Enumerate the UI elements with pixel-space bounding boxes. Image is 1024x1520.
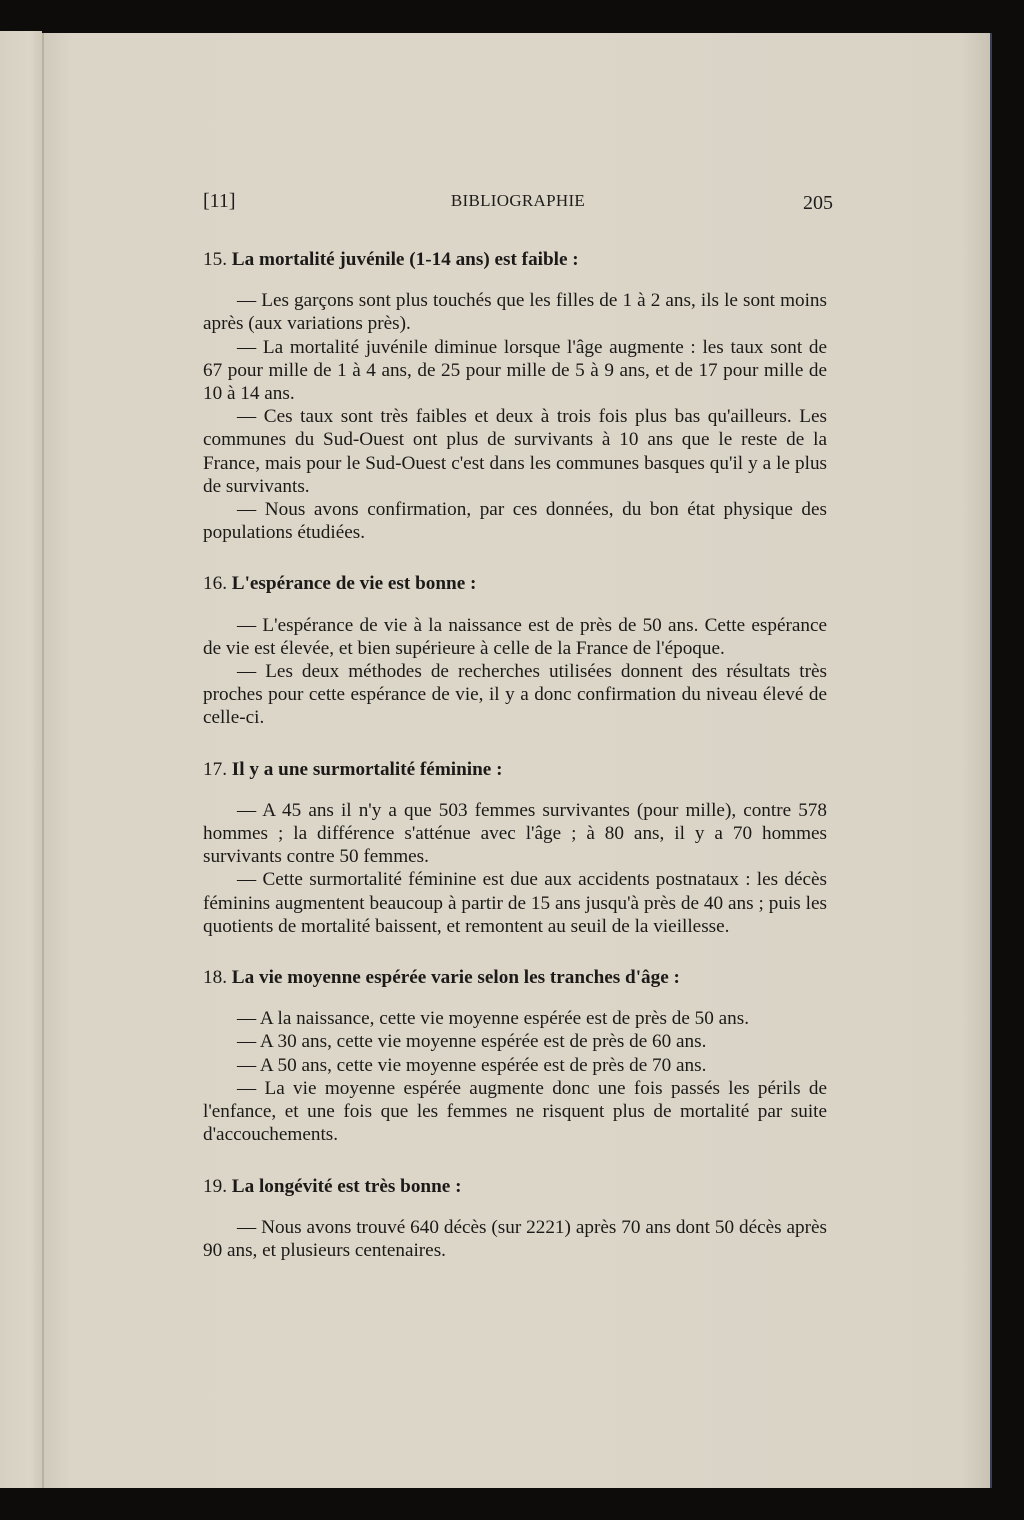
section-19 <box>203 1175 827 1263</box>
paragraph: — Nous avons trouvé 640 décès (sur 2221) après 70 ans dont 50 décès après 90 ans, et plusieurs centenaires. <box>203 1216 827 1261</box>
paragraph: — La vie moyenne espérée augmente donc une fois passés les périls de l'enfance, et une fois que les femmes ne risquent plus de mortalité par suite d'accouchements. <box>203 1077 827 1146</box>
paragraph: — Cette surmortalité féminine est due aux accidents postnataux : les décès féminins augmentent beaucoup à partir de 15 ans jusqu'à près de 40 ans ; puis les quotients de mortalité baissent, et remontent au seuil de la vieillesse. <box>203 869 827 937</box>
paragraph: — Ces taux sont très faibles et deux à trois fois plus bas qu'ailleurs. Les communes du Sud-Ouest ont plus de survivants à 10 ans que le reste de la France, mais pour le Sud-Ouest c'est dans les communes basques qu'il y a le plus de survivants. <box>203 406 827 497</box>
section-heading <box>203 572 827 595</box>
section-heading <box>203 248 827 271</box>
section-title: La longévité est très bonne : <box>231 1175 462 1197</box>
paragraph: — A 30 ans, cette vie moyenne espérée est de près de 60 ans. <box>237 1031 707 1053</box>
section-number: 17. <box>203 758 227 780</box>
section-18 <box>203 966 827 1146</box>
paragraph: — L'espérance de vie à la naissance est de près de 50 ans. Cette espérance de vie est élevée, et bien supérieure à celle de la France de l'époque. <box>203 614 827 659</box>
section-title: La mortalité juvénile (1-14 ans) est faible : <box>231 249 579 270</box>
section-title: L'espérance de vie est bonne : <box>231 573 477 595</box>
section-title: Il y a une surmortalité féminine : <box>231 758 503 780</box>
paragraph: — A 50 ans, cette vie moyenne espérée est de près de 70 ans. <box>237 1054 707 1076</box>
section-15 <box>203 248 827 544</box>
section-number: 18. <box>203 967 227 989</box>
page-body <box>203 248 827 1290</box>
section-heading <box>203 1175 827 1198</box>
paragraph: — La mortalité juvénile diminue lorsque l'âge augmente : les taux sont de 67 pour mille de 1 à 4 ans, de 25 pour mille de 5 à 9 ans, et de 17 pour mille de 10 à 14 ans. <box>203 336 827 405</box>
section-16 <box>203 572 827 729</box>
running-head <box>203 188 833 214</box>
page-gutter <box>42 33 44 1488</box>
section-heading <box>203 758 827 781</box>
facing-page-edge <box>0 31 42 1488</box>
paragraph: — Les deux méthodes de recherches utilisées donnent des résultats très proches pour cette espérance de vie, il y a donc confirmation du niveau élevé de celle-ci. <box>203 661 827 729</box>
section-number: 19. <box>203 1175 227 1197</box>
section-heading <box>203 966 827 989</box>
section-title: La vie moyenne espérée varie selon les tranches d'âge : <box>231 967 680 989</box>
paragraph: — Les garçons sont plus touchés que les filles de 1 à 2 ans, ils le sont moins après (aux variations près). <box>203 290 827 335</box>
chapter-marker: [11] <box>203 190 236 212</box>
section-number: 15. <box>203 249 227 270</box>
page-number: 205 <box>803 192 833 214</box>
section-number: 16. <box>203 573 227 595</box>
section-17 <box>203 758 827 938</box>
paragraph: — A 45 ans il n'y a que 503 femmes survivantes (pour mille), contre 578 hommes ; la différence s'atténue avec l'âge ; à 80 ans, il y a 70 hommes survivants contre 50 femmes. <box>203 799 827 868</box>
paragraph: — A la naissance, cette vie moyenne espérée est de près de 50 ans. <box>237 1008 750 1030</box>
running-title: BIBLIOGRAPHIE <box>450 191 586 210</box>
paragraph: — Nous avons confirmation, par ces données, du bon état physique des populations étudiées. <box>203 499 827 544</box>
